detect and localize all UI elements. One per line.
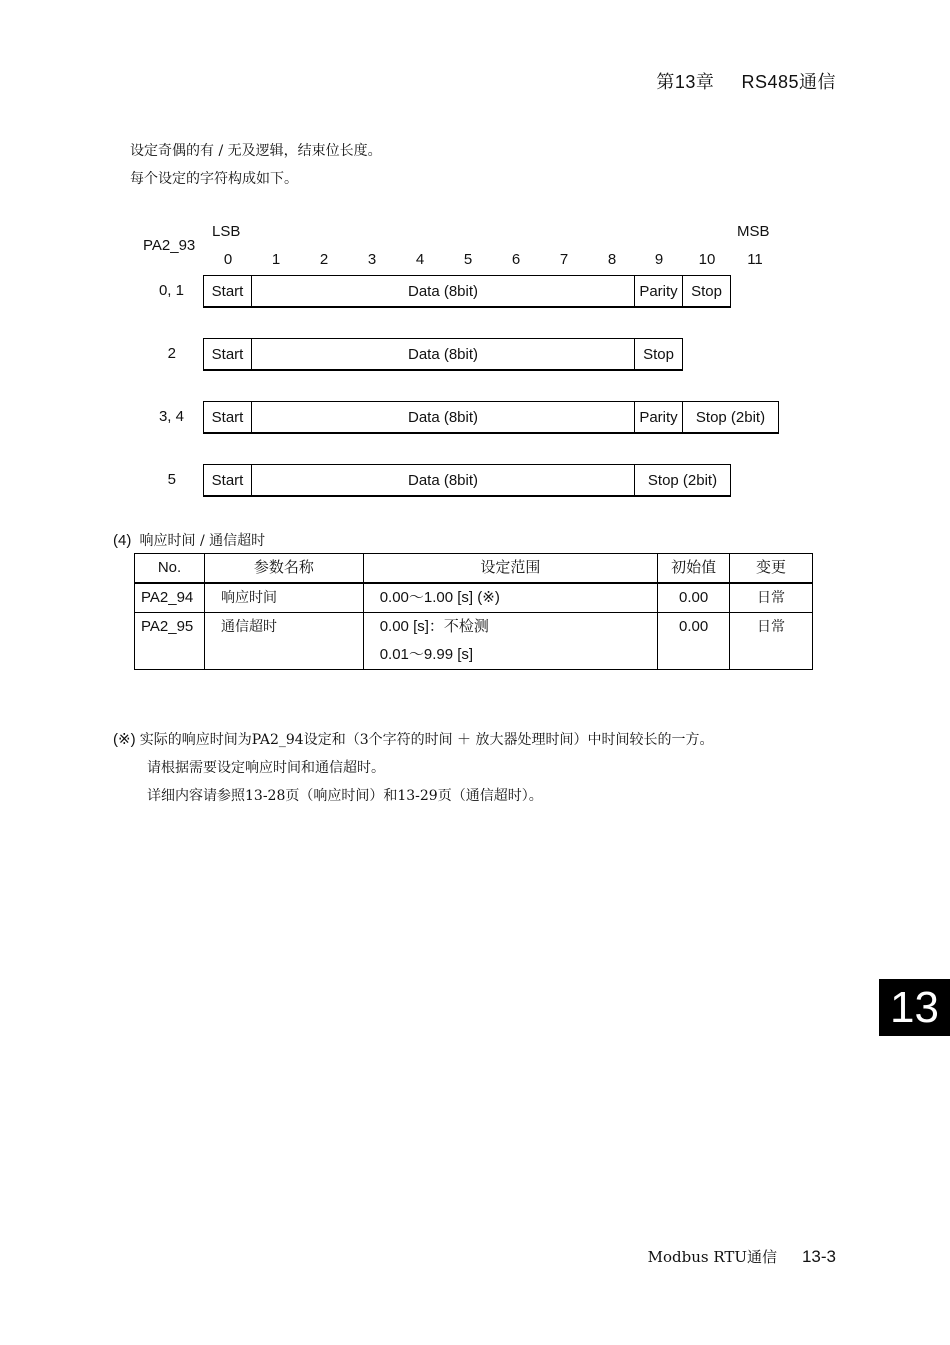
bit-number: 9 <box>654 251 664 268</box>
chapter-side-tab: 13 <box>879 979 950 1036</box>
frame-row-label: 2 <box>167 345 176 362</box>
parity-bit-cell: Parity <box>635 402 683 432</box>
chapter-header <box>656 68 836 94</box>
col-header-range: 设定范围 <box>363 554 657 584</box>
note-text-1: 实际的响应时间为PA2_94设定和（3个字符的时间 ＋ 放大器处理时间）中时间较长的一方。 <box>139 732 714 748</box>
note-line-3: 详细内容请参照13-28页（响应时间）和13-29页（通信超时）。 <box>147 788 543 804</box>
stop-bit-cell: Stop <box>691 282 722 300</box>
msb-label: MSB <box>737 223 770 240</box>
start-bit-cell: Start <box>204 339 252 369</box>
frame-row-3-4 <box>203 401 779 434</box>
page-number: 13-3 <box>801 1247 836 1266</box>
table-row <box>135 583 813 613</box>
stop-bit-cell: Stop <box>643 345 674 363</box>
data-bits-cell: Data (8bit) <box>252 276 635 306</box>
bit-number: 4 <box>415 251 425 268</box>
cell-range: 0.00～1.00 [s] (※) <box>363 583 657 613</box>
intro-line-1: 设定奇偶的有 / 无及逻辑，结束位长度。 <box>130 143 382 159</box>
bit-number: 11 <box>747 251 763 268</box>
parity-bit-cell: Parity <box>635 276 683 306</box>
frame-row-label: 0, 1 <box>158 282 184 299</box>
cell-no: PA2_94 <box>135 583 205 613</box>
frame-row-5 <box>203 464 731 497</box>
bit-number: 5 <box>463 251 473 268</box>
chapter-title: RS485通信 <box>741 72 836 92</box>
note-mark: (※) <box>113 731 136 748</box>
lsb-label: LSB <box>212 223 241 240</box>
chapter-number: 第13章 <box>656 72 715 92</box>
start-bit-cell: Start <box>204 402 252 432</box>
stop-2bit-cell: Stop (2bit) <box>647 471 718 489</box>
section-heading <box>113 530 265 550</box>
cell-name: 通信超时 <box>204 613 363 670</box>
intro-line-2: 每个设定的字符构成如下。 <box>130 171 298 187</box>
frame-row-label: 3, 4 <box>158 408 184 425</box>
bit-number: 6 <box>511 251 521 268</box>
cell-name: 响应时间 <box>204 583 363 613</box>
note-line-1 <box>113 729 714 749</box>
col-header-no: No. <box>135 554 205 584</box>
bit-number: 10 <box>698 251 716 268</box>
data-bits-cell: Data (8bit) <box>252 402 635 432</box>
cell-no: PA2_95 <box>135 613 205 670</box>
bit-number: 7 <box>559 251 569 268</box>
cell-change: 日常 <box>730 613 813 670</box>
data-bits-cell: Data (8bit) <box>252 465 635 495</box>
bit-number: 8 <box>607 251 617 268</box>
stop-2bit-cell: Stop (2bit) <box>695 408 766 426</box>
range-line-2: 0.01～9.99 [s] <box>379 646 474 663</box>
cell-change: 日常 <box>730 583 813 613</box>
col-header-name: 参数名称 <box>204 554 363 584</box>
table-row <box>135 613 813 670</box>
col-header-initial: 初始值 <box>658 554 730 584</box>
cell-range <box>363 613 657 670</box>
cell-initial: 0.00 <box>658 613 730 670</box>
cell-initial: 0.00 <box>658 583 730 613</box>
parameter-table <box>134 553 813 670</box>
frame-row-0-1 <box>203 275 731 308</box>
section-title: 响应时间 / 通信超时 <box>139 533 266 549</box>
bit-number: 1 <box>271 251 281 268</box>
table-header-row <box>135 554 813 584</box>
start-bit-cell: Start <box>204 465 252 495</box>
bit-number: 3 <box>367 251 377 268</box>
section-number: (4) <box>113 532 132 549</box>
data-bits-cell: Data (8bit) <box>252 339 635 369</box>
frame-row-label: 5 <box>167 471 176 488</box>
page-footer <box>648 1246 836 1267</box>
col-header-change: 变更 <box>730 554 813 584</box>
bit-number: 2 <box>319 251 329 268</box>
frame-row-2 <box>203 338 683 371</box>
start-bit-cell: Start <box>204 276 252 306</box>
bit-number: 0 <box>223 251 233 268</box>
range-line-1: 0.00 [s]：不检测 <box>379 618 489 635</box>
footer-text: Modbus RTU通信 <box>647 1248 778 1266</box>
note-line-2: 请根据需要设定响应时间和通信超时。 <box>147 760 385 776</box>
param-label-pa2-93: PA2_93 <box>143 237 196 254</box>
